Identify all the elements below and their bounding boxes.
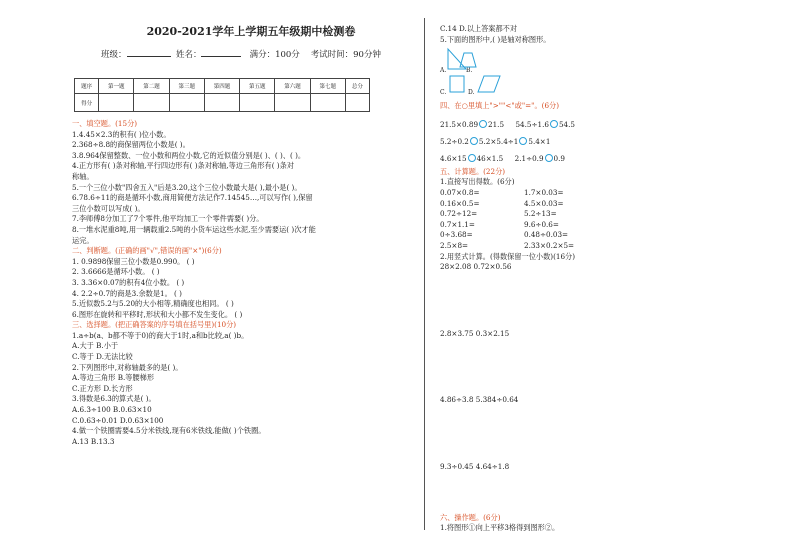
compare-row	[440, 133, 780, 150]
question-line: 2.368÷8.8的商保留两位小数是( )。	[72, 140, 190, 150]
compare-circle-icon[interactable]	[470, 137, 478, 145]
compare-expr: 54.5	[558, 119, 575, 129]
compare-expr: 2.1÷0.9	[514, 153, 544, 163]
calc-item: 4.5×0.03=	[524, 198, 564, 208]
calc-item: 0.16×0.5=	[440, 198, 480, 208]
calc-row	[440, 220, 780, 231]
section3-title: 三、选择题。(把正确答案的序号填在括号里)(10分)	[72, 320, 237, 330]
compare-expr: 21.5×0.89	[440, 119, 479, 129]
calc-row	[440, 199, 780, 210]
compare-circle-icon[interactable]	[479, 120, 487, 128]
question-line: 1.将图形①向上平移3格得到图形②。	[440, 523, 560, 533]
score-cell[interactable]	[169, 94, 204, 112]
mental-calc-list	[440, 188, 780, 252]
compare-expr: 21.5	[488, 119, 505, 129]
score-row-label: 得分	[75, 94, 99, 112]
vertical-calc-row: 4.86÷3.8 5.384÷0.64	[440, 395, 519, 405]
figure-label-b: B.	[466, 67, 473, 75]
name-blank[interactable]	[201, 47, 241, 57]
vertical-calc-row: 28×2.08 0.72×0.56	[440, 262, 512, 272]
compare-expr: 4.6×15	[440, 153, 467, 163]
calc-item: 9.6÷0.6=	[524, 219, 559, 229]
class-blank[interactable]	[127, 47, 171, 57]
question-line: 7.李师傅8分加工了7个零件,他平均加工一个零件需要( )分。	[72, 214, 264, 224]
score-cell[interactable]	[275, 94, 310, 112]
compare-expr: 54.5÷1.6	[515, 119, 549, 129]
compare-expr: 0.9	[553, 153, 565, 163]
score-cell[interactable]	[99, 94, 134, 112]
score-table-header: 第七题	[310, 79, 345, 94]
left-column	[72, 24, 410, 447]
score-table-score-row	[75, 94, 370, 112]
section5-title: 五、计算题。(22分)	[440, 166, 506, 176]
question-line: A.大于 B.小于	[72, 341, 119, 351]
question-line: C.等于 D.无法比较	[72, 352, 133, 362]
compare-circle-icon[interactable]	[545, 154, 553, 162]
compare-expr: 5.2×5.4÷1	[478, 136, 519, 146]
compare-expr: 5.2÷0.2	[440, 136, 469, 146]
parallelogram-figure	[476, 74, 502, 94]
square-figure	[448, 74, 466, 94]
question-line: 三位小数可以写成( )。	[72, 203, 145, 213]
compare-circle-icon[interactable]	[550, 120, 558, 128]
question-line: A.等边三角形 B.等腰梯形	[72, 373, 155, 383]
question-line: 8.一堆水泥重8吨,用一辆载重2.5吨的小货车运这些水泥,至少需要运( )次才能	[72, 224, 316, 234]
compare-row	[440, 116, 780, 133]
calc-item: 0.72÷12=	[440, 209, 478, 219]
question-line: 3.得数是6.3的算式是( )。	[72, 394, 156, 404]
trapezoid-figure-b	[458, 49, 478, 69]
question-line: 2.下列图形中,对称轴最多的是( )。	[72, 362, 183, 372]
score-table-header-row	[75, 79, 370, 94]
question-line: A.6.3÷100 B.0.63×10	[72, 405, 152, 415]
question-line: 4.做一个铁圈需要4.5分米铁线,现有6米铁线,能做( )个铁圈。	[72, 426, 266, 436]
question-line: 6.78.6÷11的商是循环小数,商用简便方法记作7.14545…,可以写作( ),保留	[72, 193, 313, 203]
score-cell[interactable]	[240, 94, 275, 112]
compare-circle-icon[interactable]	[468, 154, 476, 162]
sub-question-title: 1.直接写出得数。(6分)	[440, 177, 515, 187]
symmetry-figures	[440, 45, 780, 97]
class-label: 班级：	[101, 50, 127, 60]
column-divider	[424, 18, 425, 530]
vertical-calc-row: 2.8×3.75 0.3×2.15	[440, 328, 510, 338]
question-line: 3.8.964保留整数、一位小数和两位小数,它的近似值分别是( )、( )、( )。	[72, 150, 306, 160]
question-line: 2. 3.6666是循环小数。 ( )	[72, 267, 160, 277]
score-table-header: 第二题	[134, 79, 169, 94]
question-line: C.正方形 D.长方形	[72, 383, 133, 393]
name-label: 姓名：	[175, 50, 202, 60]
calc-item: 0.7×1.1=	[440, 219, 475, 229]
score-table-header: 总分	[345, 79, 369, 94]
figure-label-d: D.	[468, 89, 475, 97]
question-line: C.14 D.以上答案都不对	[440, 24, 518, 33]
calc-item: 0.48÷0.03=	[524, 230, 569, 240]
page-title: 2020-2021学年上学期五年级期中检测卷	[146, 25, 356, 38]
section2-title: 二、判断题。(正确的画"√",错误的画"×")(6分)	[72, 246, 222, 256]
calc-row	[440, 188, 780, 199]
compare-row	[440, 150, 780, 167]
score-table-header: 第五题	[240, 79, 275, 94]
score-cell[interactable]	[204, 94, 239, 112]
question-line: 运完。	[72, 235, 94, 245]
score-table	[74, 78, 370, 112]
right-column	[440, 24, 780, 534]
exam-time-label: 考试时间：90分钟	[310, 50, 381, 60]
question-line: A.13 B.13.3	[72, 436, 115, 446]
score-table-header: 第一题	[99, 79, 134, 94]
calc-item: 0.07×0.8=	[440, 187, 480, 197]
student-info-line	[72, 46, 410, 64]
question-line: C.0.63÷0.01 D.0.63×100	[72, 415, 164, 425]
figure-label-c: C.	[440, 89, 447, 97]
calc-row	[440, 209, 780, 220]
calc-row	[440, 241, 780, 252]
question-line: 1. 0.9898保留三位小数是0.990。 ( )	[72, 256, 195, 266]
score-cell[interactable]	[345, 94, 369, 112]
question-line: 3. 3.36×0.07的积有4位小数。 ( )	[72, 277, 185, 287]
score-table-header: 第六题	[275, 79, 310, 94]
section1-title: 一、填空题。(15分)	[72, 119, 138, 128]
calc-item: 0÷3.68=	[440, 230, 473, 240]
section1-questions	[72, 130, 410, 247]
score-table-header: 第四题	[204, 79, 239, 94]
full-score-label: 满分：100分	[249, 50, 300, 60]
question-line: 6.图形在旋转和平移时,形状和大小都不发生变化。 ( )	[72, 309, 243, 319]
calc-item: 2.5×8=	[440, 240, 469, 250]
compare-circle-icon[interactable]	[519, 137, 527, 145]
section2-questions	[72, 257, 410, 321]
compare-expr: 46×1.5	[476, 153, 504, 163]
calc-item: 5.2÷13=	[524, 209, 557, 219]
section3-questions	[72, 331, 410, 448]
question-line: 1.4.45×2.3的积有( )位小数。	[72, 129, 171, 139]
score-table-header: 第三题	[169, 79, 204, 94]
question-line: 称轴。	[72, 171, 94, 181]
question-line: 5.下面的图形中,( )是轴对称图形。	[440, 34, 551, 44]
calc-item: 2.33×0.2×5=	[524, 240, 575, 250]
question-line: 5.近似数5.2与5.20的大小相等,精确度也相同。 ( )	[72, 299, 234, 309]
score-table-header: 题序	[75, 79, 99, 94]
sub-question-title: 2.用竖式计算。(得数保留一位小数)(16分)	[440, 251, 576, 261]
figure-label-a: A.	[440, 67, 447, 75]
vertical-calc-row: 9.3÷0.45 4.64÷1.8	[440, 461, 510, 471]
question-line: 1.a÷b(a、b都不等于0)的商大于1时,a和b比较,a( )b。	[72, 330, 249, 340]
question-line: 4.正方形有( )条对称轴,平行四边形有( )条对称轴,等边三角形有( )条对	[72, 161, 294, 171]
score-cell[interactable]	[310, 94, 345, 112]
calc-row	[440, 230, 780, 241]
section6-title: 六、操作题。(6分)	[440, 512, 501, 522]
calc-item: 1.7×0.03=	[524, 187, 564, 197]
section4-title: 四、在○里填上">""<"或"="。(6分)	[440, 101, 560, 111]
question-line: 4. 2.2÷0.7的商是3.余数是1。 ( )	[72, 288, 182, 298]
compare-expr: 5.4×1	[528, 136, 551, 146]
question-line: 5.一个三位小数"四舍五入"后是3.20,这个三位小数最大是( ),最小是( )。	[72, 182, 302, 192]
score-cell[interactable]	[134, 94, 169, 112]
